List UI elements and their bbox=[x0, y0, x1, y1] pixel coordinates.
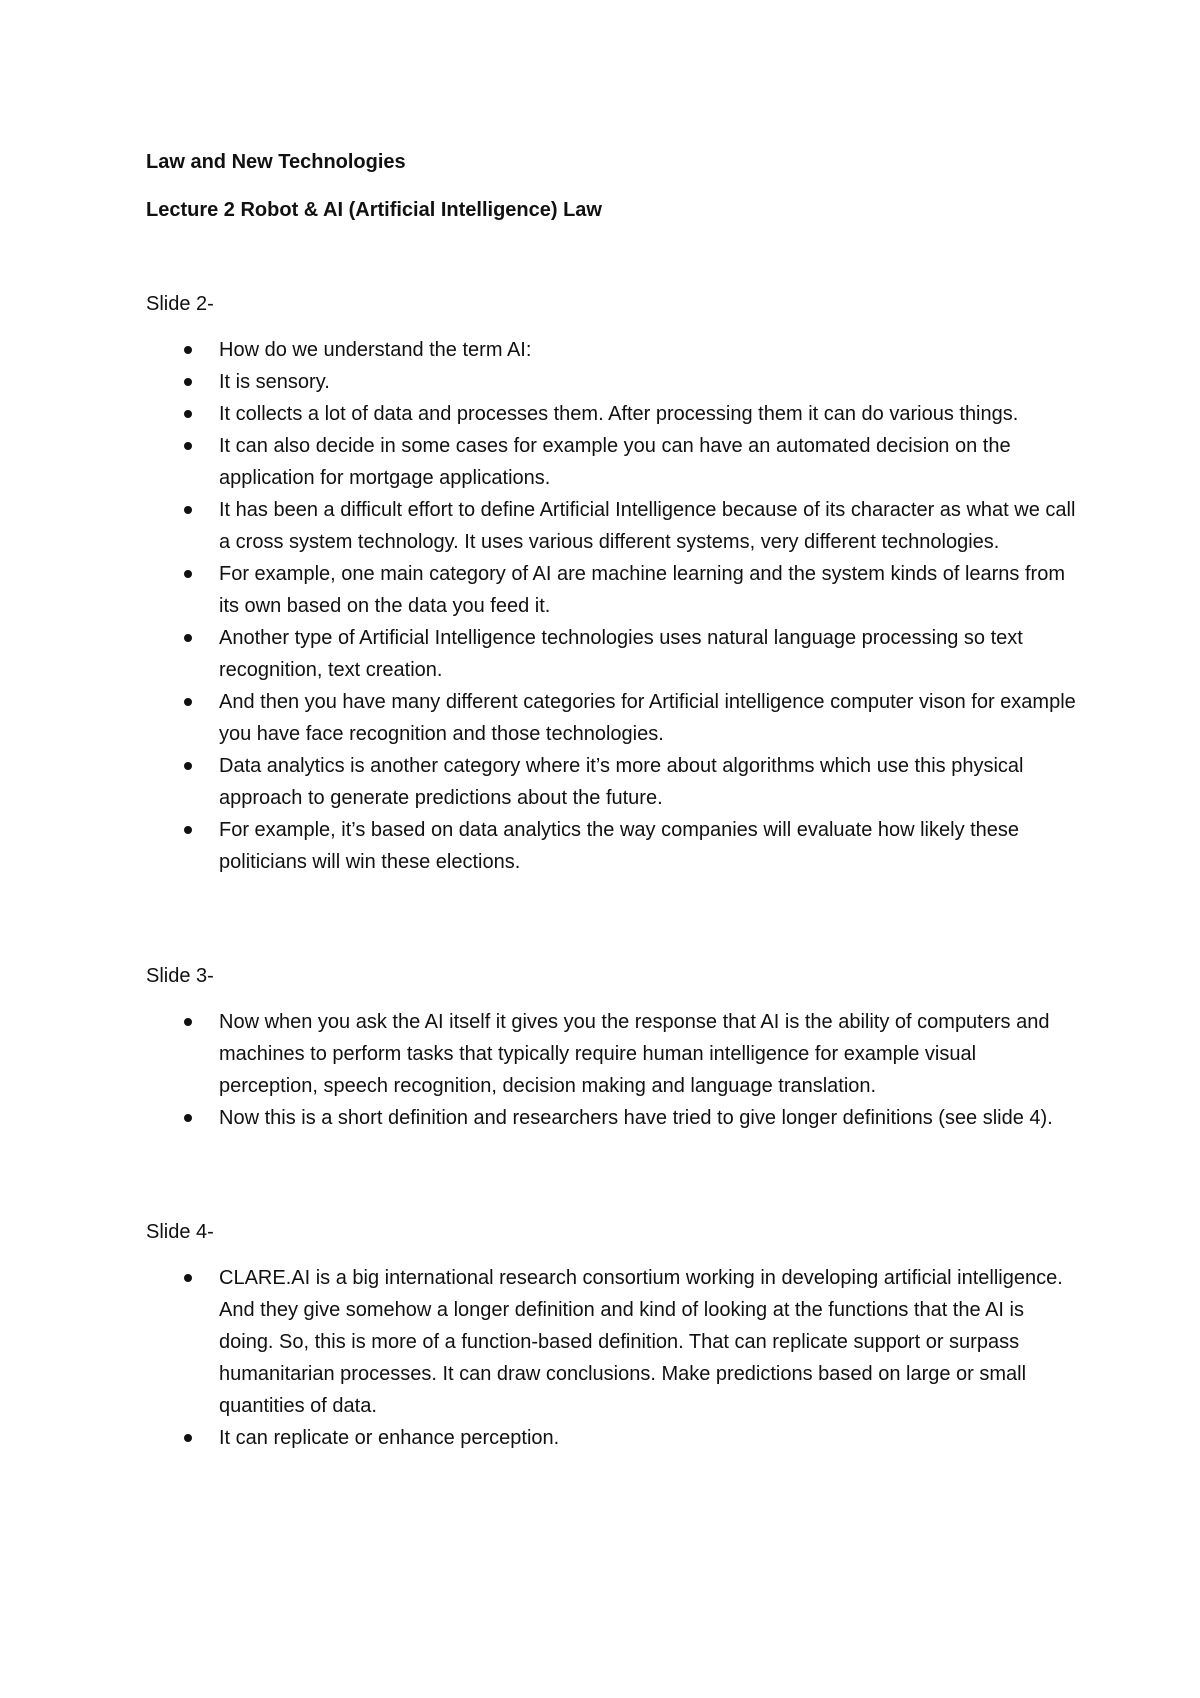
document-title: Law and New Technologies bbox=[146, 151, 406, 173]
bullet-icon bbox=[184, 1434, 192, 1442]
bullet-icon bbox=[184, 826, 192, 834]
bullet-text: CLARE.AI is a big international research consortium working in developing artificial intelligence. And they give somehow a longer definition and kind of looking at the functions that the AI is doing. So, this is more of a function-based definition. That can replicate support or surpass humanitarian processes. It can draw conclusions. Make predictions based on large or small quantities of data. bbox=[219, 1267, 1063, 1417]
bullet-text: It has been a difficult effort to define Artificial Intelligence because of its character as what we call a cross system technology. It uses various different systems, very different technologies. bbox=[219, 499, 1076, 553]
bullet-icon bbox=[184, 442, 192, 450]
list-item bbox=[146, 686, 1076, 750]
bullet-text: Now when you ask the AI itself it gives you the response that AI is the ability of computers and machines to perform tasks that typically require human intelligence for example visual perception, speech recognition, decision making and language translation. bbox=[219, 1011, 1050, 1097]
bullet-text: Now this is a short definition and researchers have tried to give longer definitions (see slide 4). bbox=[219, 1107, 1053, 1129]
section-slide-4 bbox=[146, 1216, 1076, 1454]
bullet-icon bbox=[184, 378, 192, 386]
document-body bbox=[146, 146, 1076, 1454]
section-slide-2 bbox=[146, 288, 1076, 878]
list-item bbox=[146, 750, 1076, 814]
bullet-text: It can replicate or enhance perception. bbox=[219, 1427, 560, 1449]
list-item bbox=[146, 622, 1076, 686]
list-item bbox=[146, 1006, 1076, 1102]
bullet-text: For example, it’s based on data analytics the way companies will evaluate how likely these politicians will win these elections. bbox=[219, 819, 1020, 873]
bullet-text: How do we understand the term AI: bbox=[219, 339, 532, 361]
list-item bbox=[146, 334, 1076, 366]
list-item bbox=[146, 1102, 1076, 1134]
bullet-list bbox=[146, 1262, 1076, 1454]
bullet-icon bbox=[184, 698, 192, 706]
bullet-icon bbox=[184, 506, 192, 514]
document-subtitle: Lecture 2 Robot & AI (Artificial Intelligence) Law bbox=[146, 199, 602, 221]
bullet-text: For example, one main category of AI are machine learning and the system kinds of learns from its own based on the data you feed it. bbox=[219, 563, 1065, 617]
list-item bbox=[146, 1422, 1076, 1454]
bullet-icon bbox=[184, 1018, 192, 1026]
list-item bbox=[146, 494, 1076, 558]
list-item bbox=[146, 398, 1076, 430]
bullet-icon bbox=[184, 634, 192, 642]
bullet-text: It collects a lot of data and processes them. After processing them it can do various things. bbox=[219, 403, 1019, 425]
bullet-text: It can also decide in some cases for example you can have an automated decision on the application for mortgage applications. bbox=[219, 435, 1011, 489]
bullet-text: Another type of Artificial Intelligence technologies uses natural language processing so text recognition, text creation. bbox=[219, 627, 1023, 681]
bullet-icon bbox=[184, 762, 192, 770]
bullet-text: And then you have many different categories for Artificial intelligence computer vison for example you have face recognition and those technologies. bbox=[219, 691, 1076, 745]
section-heading: Slide 4- bbox=[146, 1221, 214, 1243]
bullet-text: It is sensory. bbox=[219, 371, 330, 393]
list-item bbox=[146, 814, 1076, 878]
bullet-icon bbox=[184, 570, 192, 578]
bullet-icon bbox=[184, 1274, 192, 1282]
bullet-icon bbox=[184, 346, 192, 354]
bullet-list bbox=[146, 334, 1076, 878]
section-slide-3 bbox=[146, 960, 1076, 1134]
section-heading: Slide 2- bbox=[146, 293, 214, 315]
list-item bbox=[146, 558, 1076, 622]
list-item bbox=[146, 366, 1076, 398]
bullet-icon bbox=[184, 1114, 192, 1122]
list-item bbox=[146, 430, 1076, 494]
bullet-text: Data analytics is another category where it’s more about algorithms which use this physical approach to generate predictions about the future. bbox=[219, 755, 1024, 809]
bullet-list bbox=[146, 1006, 1076, 1134]
section-heading: Slide 3- bbox=[146, 965, 214, 987]
list-item bbox=[146, 1262, 1076, 1422]
bullet-icon bbox=[184, 410, 192, 418]
